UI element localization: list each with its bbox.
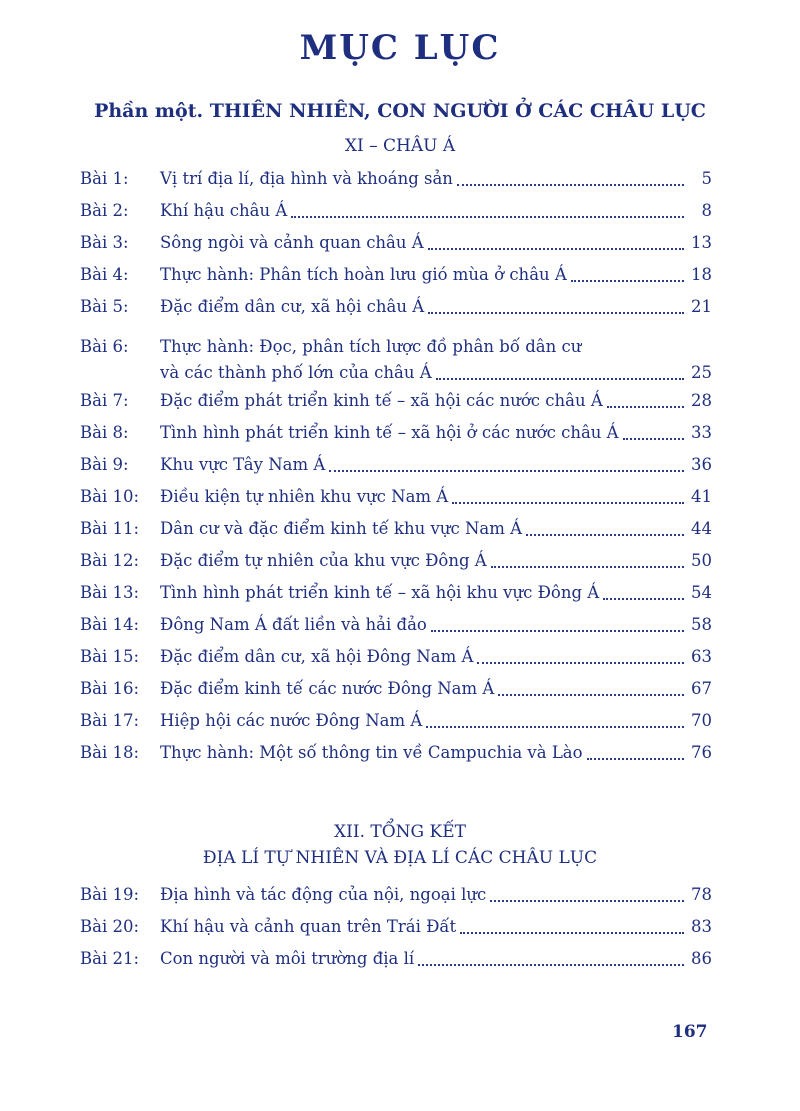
toc-entry[interactable] <box>80 516 712 542</box>
toc-entry[interactable] <box>80 708 712 734</box>
lesson-page: 54 <box>691 583 712 602</box>
lesson-page: 86 <box>691 949 712 968</box>
lesson-title: Khu vực Tây Nam Á <box>160 455 326 474</box>
toc-entry[interactable] <box>80 230 712 256</box>
lesson-number: Bài 6: <box>80 337 129 356</box>
lesson-number: Bài 1: <box>80 169 129 188</box>
lesson-page: 25 <box>691 363 712 382</box>
lesson-title: Khí hậu và cảnh quan trên Trái Đất <box>160 917 457 936</box>
lesson-title: Hiệp hội các nước Đông Nam Á <box>160 711 423 730</box>
lesson-number: Bài 17: <box>80 711 140 730</box>
toc-entry[interactable] <box>80 676 712 702</box>
dot-leader <box>607 406 684 408</box>
lesson-number: Bài 20: <box>80 917 140 936</box>
lesson-number: Bài 13: <box>80 583 140 602</box>
dot-leader <box>526 534 684 536</box>
lesson-number: Bài 10: <box>80 487 140 506</box>
lesson-page: 41 <box>691 487 712 506</box>
lesson-page: 44 <box>691 519 712 538</box>
lesson-title: Sông ngòi và cảnh quan châu Á <box>160 233 424 252</box>
lesson-page: 13 <box>691 233 712 252</box>
lesson-number: Bài 21: <box>80 949 140 968</box>
lesson-number: Bài 4: <box>80 265 129 284</box>
dot-leader <box>460 932 684 934</box>
page-number: 167 <box>672 1022 708 1042</box>
lesson-page: 63 <box>691 647 712 666</box>
toc-entry[interactable] <box>80 452 712 478</box>
toc-entry[interactable] <box>80 882 712 908</box>
lesson-number: Bài 14: <box>80 615 140 634</box>
dot-leader <box>452 502 684 504</box>
lesson-title: Thực hành: Phân tích hoàn lưu gió mùa ở châu Á <box>160 265 567 284</box>
lesson-title: Dân cư và đặc điểm kinh tế khu vực Nam Á <box>160 519 523 538</box>
toc-entry[interactable] <box>80 262 712 288</box>
dot-leader <box>428 312 684 314</box>
section-subheading-summary: ĐỊA LÍ TỰ NHIÊN VÀ ĐỊA LÍ CÁC CHÂU LỤC <box>202 848 598 868</box>
dot-leader <box>431 630 684 632</box>
lesson-title: Đặc điểm tự nhiên của khu vực Đông Á <box>160 551 487 570</box>
toc-entry[interactable] <box>80 612 712 638</box>
dot-leader <box>426 726 684 728</box>
toc-entry[interactable] <box>80 166 712 192</box>
toc-entry[interactable] <box>80 198 712 224</box>
dot-leader <box>428 248 684 250</box>
toc-entry[interactable] <box>80 420 712 446</box>
dot-leader <box>587 758 684 760</box>
lesson-number: Bài 7: <box>80 391 129 410</box>
toc-entry[interactable] <box>80 914 712 940</box>
lesson-title: Thực hành: Một số thông tin về Campuchia và Lào <box>160 743 583 762</box>
lesson-page: 58 <box>691 615 712 634</box>
page-title: MỤC LỤC <box>299 28 501 68</box>
lesson-title: Con người và môi trường địa lí <box>160 949 415 968</box>
dot-leader <box>291 216 684 218</box>
toc-entry[interactable] <box>80 388 712 414</box>
lesson-page: 8 <box>701 201 712 220</box>
lesson-page: 5 <box>701 169 712 188</box>
dot-leader <box>477 662 684 664</box>
section-heading-summary: XII. TỔNG KẾT <box>334 822 466 842</box>
dot-leader <box>418 964 684 966</box>
dot-leader <box>457 184 684 186</box>
lesson-page: 33 <box>691 423 712 442</box>
dot-leader <box>491 566 684 568</box>
lesson-title: Đặc điểm dân cư, xã hội Đông Nam Á <box>160 647 474 666</box>
toc-entry[interactable] <box>80 484 712 510</box>
part-heading: Phần một. THIÊN NHIÊN, CON NGƯỜI Ở CÁC CHÂU LỤC <box>94 100 706 122</box>
toc-entry[interactable] <box>80 294 712 320</box>
toc-entry[interactable] <box>80 580 712 606</box>
lesson-page: 76 <box>691 743 712 762</box>
section-heading-asia: XI – CHÂU Á <box>344 136 456 156</box>
lesson-number: Bài 5: <box>80 297 129 316</box>
dot-leader <box>498 694 684 696</box>
lesson-number: Bài 18: <box>80 743 140 762</box>
lesson-title: Đặc điểm kinh tế các nước Đông Nam Á <box>160 679 495 698</box>
lesson-page: 78 <box>691 885 712 904</box>
dot-leader <box>571 280 684 282</box>
toc-entry[interactable] <box>80 946 712 972</box>
toc-entry[interactable] <box>80 548 712 574</box>
lesson-page: 83 <box>691 917 712 936</box>
lesson-page: 50 <box>691 551 712 570</box>
lesson-number: Bài 16: <box>80 679 140 698</box>
dot-leader <box>490 900 684 902</box>
lesson-title: Điều kiện tự nhiên khu vực Nam Á <box>160 487 449 506</box>
lesson-number: Bài 3: <box>80 233 129 252</box>
lesson-title: Tình hình phát triển kinh tế – xã hội khu vực Đông Á <box>160 583 600 602</box>
dot-leader <box>436 378 684 380</box>
lesson-title: Thực hành: Đọc, phân tích lược đồ phân bố dân cư <box>160 337 582 356</box>
lesson-title: Đặc điểm dân cư, xã hội châu Á <box>160 297 425 316</box>
lesson-title-continued: và các thành phố lớn của châu Á <box>160 363 432 382</box>
toc-entry[interactable] <box>80 644 712 670</box>
lesson-title: Khí hậu châu Á <box>160 201 288 220</box>
dot-leader <box>329 470 684 472</box>
dot-leader <box>603 598 684 600</box>
dot-leader <box>623 438 684 440</box>
lesson-number: Bài 12: <box>80 551 140 570</box>
toc-entry[interactable] <box>80 334 712 386</box>
lesson-number: Bài 8: <box>80 423 129 442</box>
lesson-title: Đông Nam Á đất liền và hải đảo <box>160 615 427 634</box>
toc-entry[interactable] <box>80 740 712 766</box>
lesson-page: 70 <box>691 711 712 730</box>
lesson-title: Tình hình phát triển kinh tế – xã hội ở các nước châu Á <box>160 423 619 442</box>
lesson-number: Bài 11: <box>80 519 140 538</box>
lesson-number: Bài 15: <box>80 647 140 666</box>
lesson-title: Vị trí địa lí, địa hình và khoáng sản <box>160 169 453 188</box>
lesson-page: 18 <box>691 265 712 284</box>
lesson-page: 67 <box>691 679 712 698</box>
lesson-page: 21 <box>691 297 712 316</box>
lesson-page: 28 <box>691 391 712 410</box>
lesson-number: Bài 19: <box>80 885 140 904</box>
lesson-title: Địa hình và tác động của nội, ngoại lực <box>160 885 487 904</box>
lesson-number: Bài 2: <box>80 201 129 220</box>
lesson-title: Đặc điểm phát triển kinh tế – xã hội các nước châu Á <box>160 391 603 410</box>
lesson-page: 36 <box>691 455 712 474</box>
lesson-number: Bài 9: <box>80 455 129 474</box>
